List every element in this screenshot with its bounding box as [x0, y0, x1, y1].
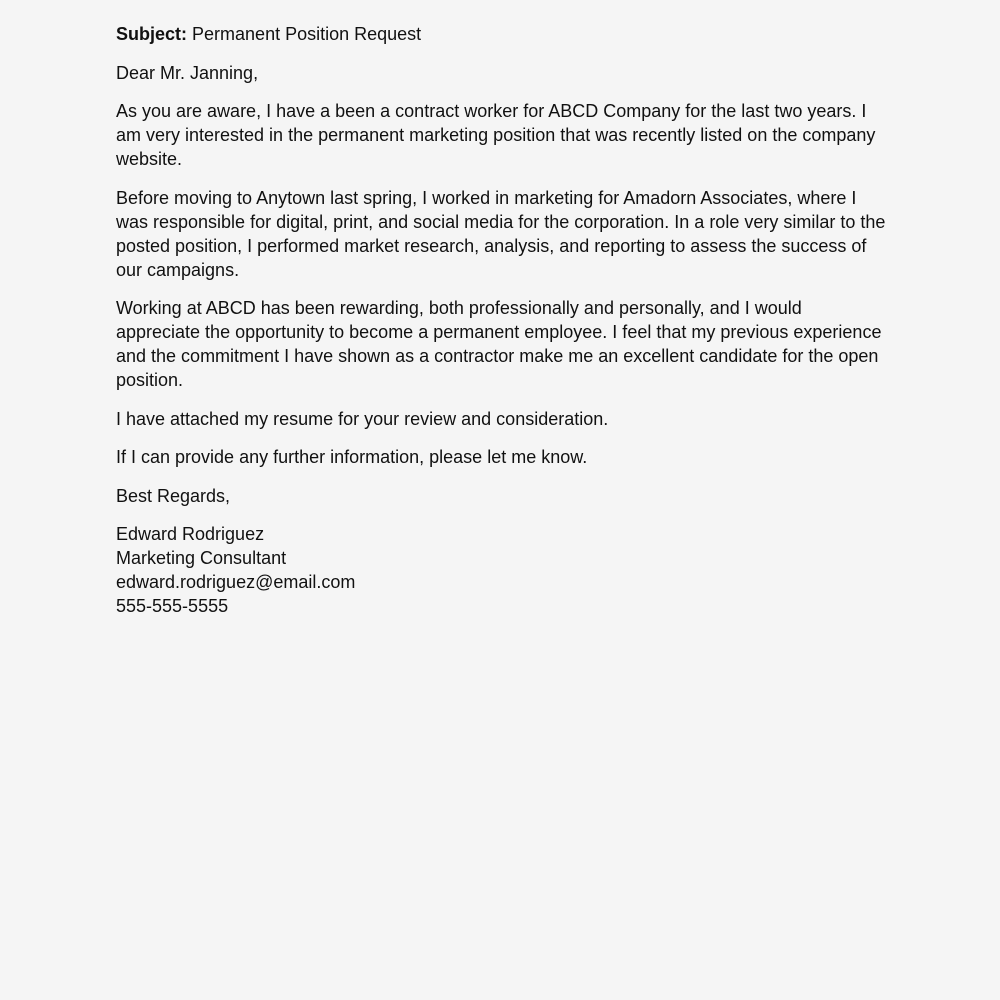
paragraph-experience: Before moving to Anytown last spring, I worked in marketing for Amadorn Associates, where I was responsible for digital, print, and social media for the corporation. In a role very similar to the posted position, I performed market research, analysis, and reporting to assess the success of our campaigns. [116, 187, 886, 280]
letter-body [116, 22, 886, 633]
signature-phone: 555-555-5555 [116, 596, 229, 616]
signature-name: Edward Rodriguez [116, 524, 265, 544]
paragraph-contact-offer: If I can provide any further information, please let me know. [116, 447, 588, 467]
subject-label: Subject: [116, 24, 188, 44]
signature-title: Marketing Consultant [116, 548, 287, 568]
paragraph-intro: As you are aware, I have a been a contract worker for ABCD Company for the last two years. I am very interested in the permanent marketing position that was recently listed on the company website. [116, 101, 876, 169]
paragraph-attachment: I have attached my resume for your review and consideration. [116, 408, 609, 429]
greeting: Dear Mr. Janning, [116, 62, 259, 83]
closing: Best Regards, [116, 485, 231, 506]
signature-block [116, 522, 886, 618]
signature-email: edward.rodriguez@email.com [116, 572, 356, 592]
subject-text: Permanent Position Request [192, 24, 422, 44]
subject-line [116, 22, 886, 46]
paragraph-motivation: Working at ABCD has been rewarding, both professionally and personally, and I would appreciate the opportunity to become a permanent employee. I feel that my previous experience and the commitment I have shown as a contractor make me an excellent candidate for the open position. [116, 298, 882, 390]
